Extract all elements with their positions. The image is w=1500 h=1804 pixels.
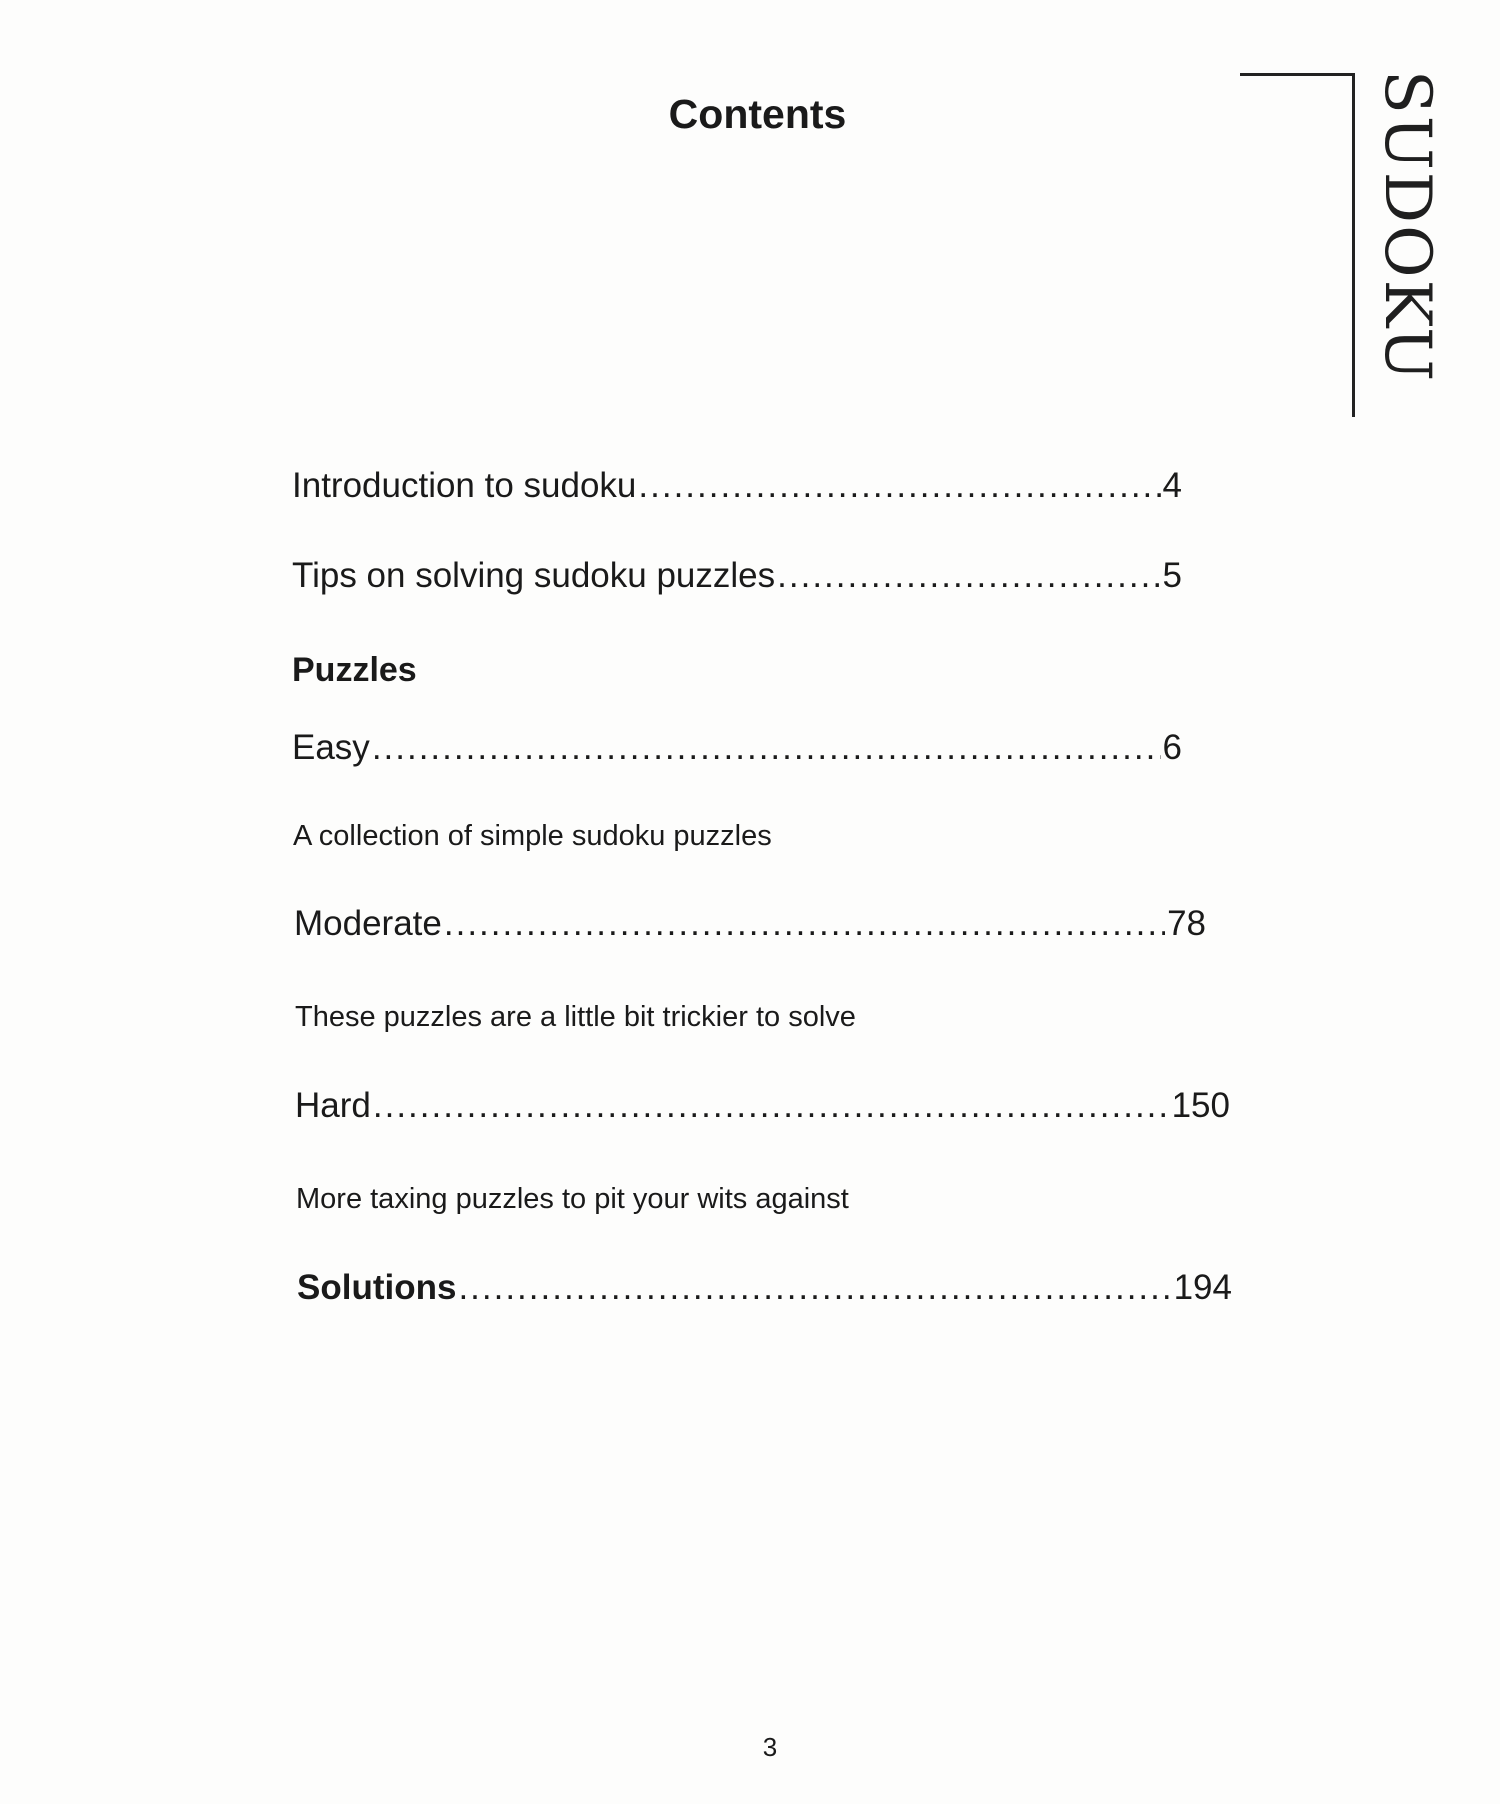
side-tab-rule-horizontal	[1240, 73, 1354, 76]
toc-entry-tips	[292, 556, 1182, 596]
side-tab-rule-vertical	[1352, 73, 1355, 417]
dot-leader	[444, 904, 1165, 944]
toc-entry-page: 150	[1171, 1086, 1230, 1125]
toc-entry-label: Hard	[295, 1086, 371, 1125]
toc-entry-easy	[292, 728, 1182, 768]
page-number: 3	[762, 1732, 778, 1762]
toc-entry-label: Moderate	[294, 904, 442, 943]
toc-entry-label: Tips on solving sudoku puzzles	[292, 556, 776, 595]
toc-entry-hard	[295, 1086, 1230, 1126]
dot-leader	[372, 728, 1161, 768]
dot-leader	[638, 466, 1160, 506]
side-book-title: SUDOKU	[1370, 70, 1444, 384]
level-description-easy: A collection of simple sudoku puzzles	[293, 820, 772, 852]
toc-entry-page: 6	[1162, 728, 1182, 767]
toc-entry-label: Solutions	[297, 1268, 457, 1307]
page-title: Contents	[668, 91, 847, 137]
toc-entry-page: 194	[1173, 1268, 1232, 1307]
section-heading-puzzles: Puzzles	[292, 651, 417, 689]
toc-entry-solutions	[297, 1268, 1232, 1308]
toc-entry-label: Introduction to sudoku	[292, 466, 637, 505]
level-description-hard: More taxing puzzles to pit your wits against	[296, 1183, 849, 1215]
toc-entry-label: Easy	[292, 728, 370, 767]
dot-leader	[458, 1268, 1171, 1308]
toc-entry-page: 5	[1162, 556, 1182, 595]
toc-entry-moderate	[294, 904, 1206, 944]
level-description-moderate: These puzzles are a little bit trickier to solve	[295, 1001, 856, 1033]
toc-entry-page: 4	[1162, 466, 1182, 505]
toc-entry-introduction	[292, 466, 1182, 506]
toc-entry-page: 78	[1167, 904, 1206, 943]
dot-leader	[373, 1086, 1170, 1126]
dot-leader	[777, 556, 1160, 596]
